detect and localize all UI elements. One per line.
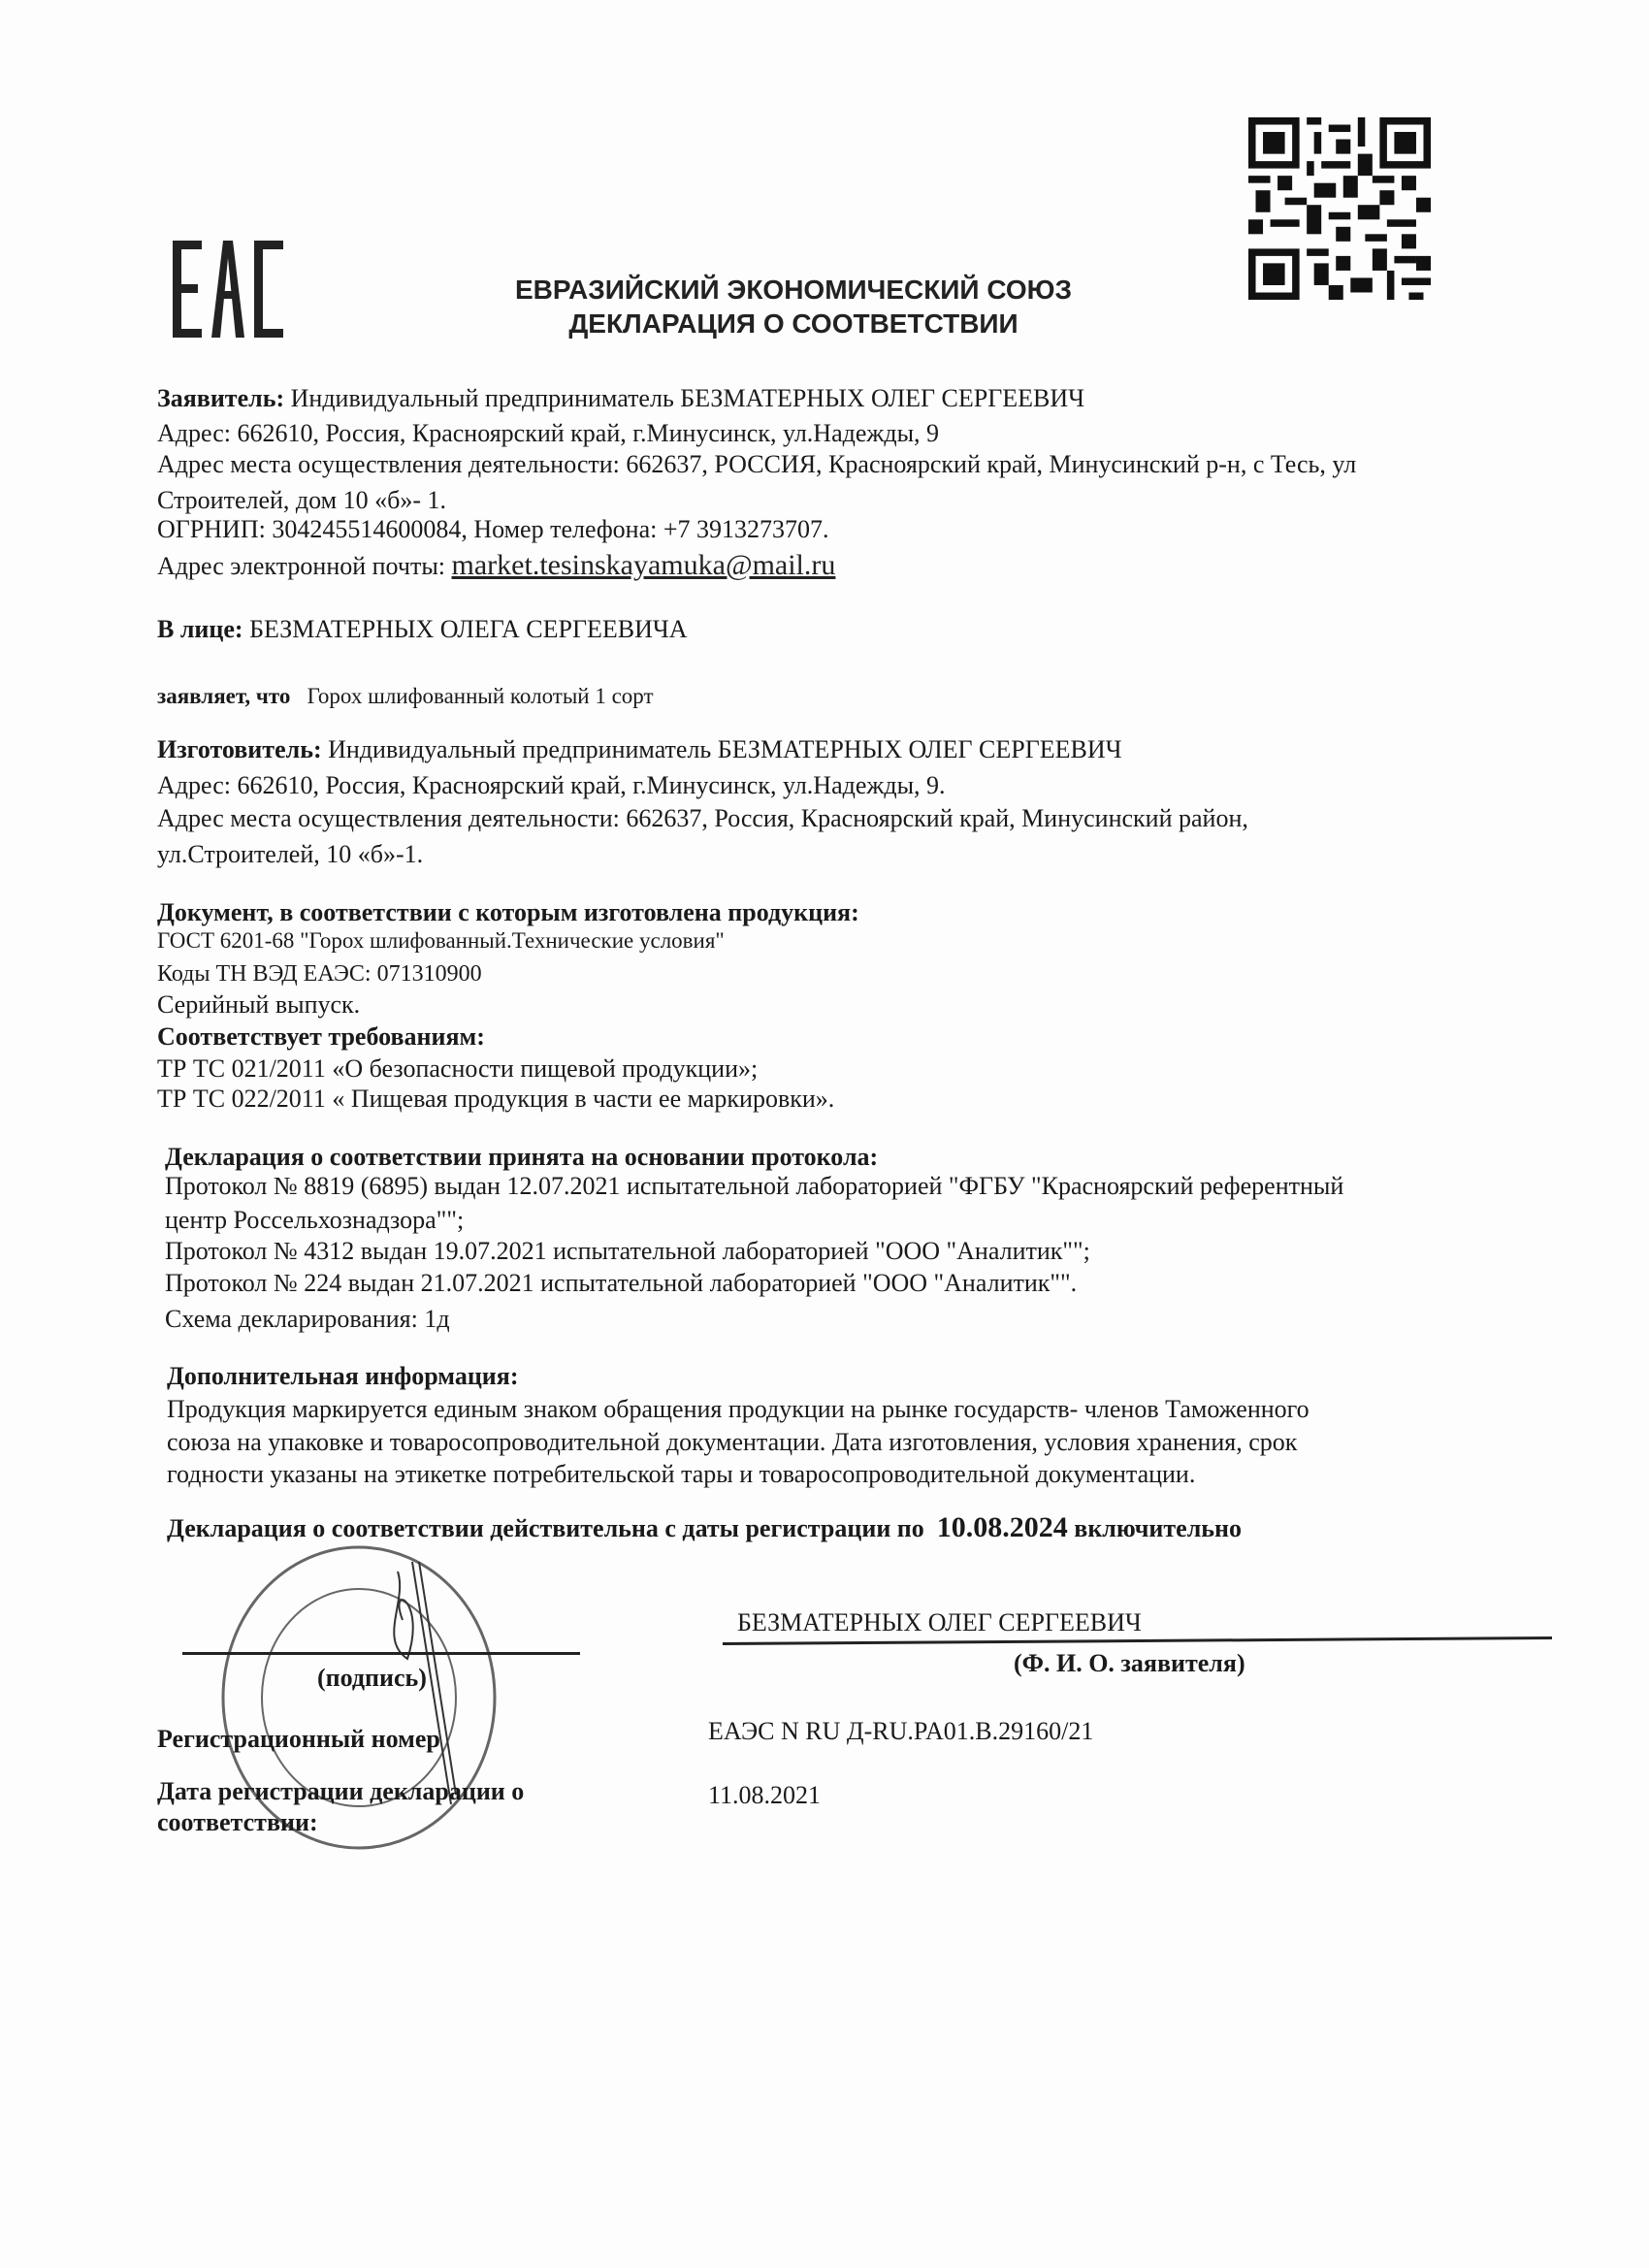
declaration-scheme: Схема декларирования: 1д [165,1305,450,1333]
applicant-ogrnip: ОГРНИП: 304245514600084, Номер телефона: +7 3913273707. [157,515,829,543]
applicant-label: Заявитель: [157,384,285,412]
additional-info-label: Дополнительная информация: [167,1362,519,1390]
manufacturer-name: Индивидуальный предприниматель БЕЗМАТЕРНЫХ ОЛЕГ СЕРГЕЕВИЧ [328,735,1122,763]
registration-date-label: Дата регистрации декларации о [157,1777,525,1805]
manufacturer-activity-address-cont: ул.Строителей, 10 «б»-1. [157,840,424,868]
applicant-line [157,386,1084,411]
signature-label: (подпись) [317,1664,427,1692]
validity-suffix: включительно [1074,1514,1243,1542]
additional-info-2: союза на упаковке и товаросопроводительной документации. Дата изготовления, условия хранения, срок [167,1428,1298,1456]
product-name: Горох шлифованный колотый 1 сорт [307,684,654,708]
gost: ГОСТ 6201-68 "Горох шлифованный.Технические условия" [157,928,725,953]
validity-date: 10.08.2024 [936,1511,1068,1543]
additional-info-1: Продукция маркируется единым знаком обращения продукции на рынке государств- членов Таможенного [167,1395,1310,1423]
declares-line [157,685,654,707]
registration-number: ЕАЭС N RU Д-RU.PA01.B.29160/21 [708,1717,1094,1745]
requirement-2: ТР ТС 022/2011 « Пищевая продукция в части ее маркировки». [157,1085,835,1113]
manufacturer-line [157,737,1122,762]
fio-label: (Ф. И. О. заявителя) [1014,1649,1245,1677]
represented-label: В лице: [157,615,243,643]
protocol-1: Протокол № 8819 (6895) выдан 12.07.2021 испытательной лабораторией "ФГБУ "Красноярский референтный [165,1172,1344,1200]
protocols-label: Декларация о соответствии принята на основании протокола: [165,1143,879,1171]
represented-value: БЕЗМАТЕРНЫХ ОЛЕГА СЕРГЕЕВИЧА [249,615,688,643]
registration-number-label: Регистрационный номер [157,1725,440,1753]
requirement-1: ТР ТС 021/2011 «О безопасности пищевой продукции»; [157,1054,759,1083]
protocol-1-cont: центр Россельхознадзора""; [165,1206,465,1234]
manufacturer-label: Изготовитель: [157,735,322,763]
applicant-address: Адрес: 662610, Россия, Красноярский край, г.Минусинск, ул.Надежды, 9 [157,419,940,447]
applicant-activity-address-cont: Строителей, дом 10 «б»- 1. [157,486,446,514]
union-title: ЕВРАЗИЙСКИЙ ЭКОНОМИЧЕСКИЙ СОЮЗ [514,275,1073,305]
applicant-activity-address: Адрес места осуществления деятельности: 662637, РОССИЯ, Красноярский край, Минусинский р-н, с Тесь, ул [157,450,1357,478]
manufacturer-activity-address: Адрес места осуществления деятельности: 662637, Россия, Красноярский край, Минусинский район, [157,804,1248,832]
fio-line [723,1636,1552,1645]
validity-text: Декларация о соответствии действительна с даты регистрации по [167,1514,924,1542]
serial-release: Серийный выпуск. [157,990,361,1019]
applicant-fio: БЕЗМАТЕРНЫХ ОЛЕГ СЕРГЕЕВИЧ [737,1608,1142,1636]
declares-label: заявляет, что [157,684,291,708]
manufacturer-address: Адрес: 662610, Россия, Красноярский край, г.Минусинск, ул.Надежды, 9. [157,771,946,799]
email-link[interactable]: market.tesinskayamuka@mail.ru [451,549,836,581]
requirements-label: Соответствует требованиям: [157,1022,485,1051]
signature-line [182,1652,580,1655]
registration-date: 11.08.2021 [708,1781,822,1809]
document-label: Документ, в соответствии с которым изготовлена продукция: [157,898,859,926]
registration-date-label-cont: соответствии: [157,1808,318,1836]
document-title: ДЕКЛАРАЦИЯ О СООТВЕТСТВИИ [568,308,1018,339]
qr-code-icon[interactable] [1248,116,1431,301]
represented-line [157,617,688,642]
protocol-3: Протокол № 224 выдан 21.07.2021 испытательной лабораторией "ООО "Аналитик"". [165,1269,1078,1297]
protocol-2: Протокол № 4312 выдан 19.07.2021 испытательной лабораторией "ООО "Аналитик""; [165,1237,1090,1265]
tnved-codes: Коды ТН ВЭД ЕАЭС: 071310900 [157,961,482,987]
email-label: Адрес электронной почты: [157,552,446,580]
applicant-name: Индивидуальный предприниматель БЕЗМАТЕРНЫХ ОЛЕГ СЕРГЕЕВИЧ [290,384,1085,412]
applicant-email-line [157,551,835,580]
additional-info-3: годности указаны на этикетке потребительской тары и товаросопроводительной документации. [167,1460,1196,1488]
